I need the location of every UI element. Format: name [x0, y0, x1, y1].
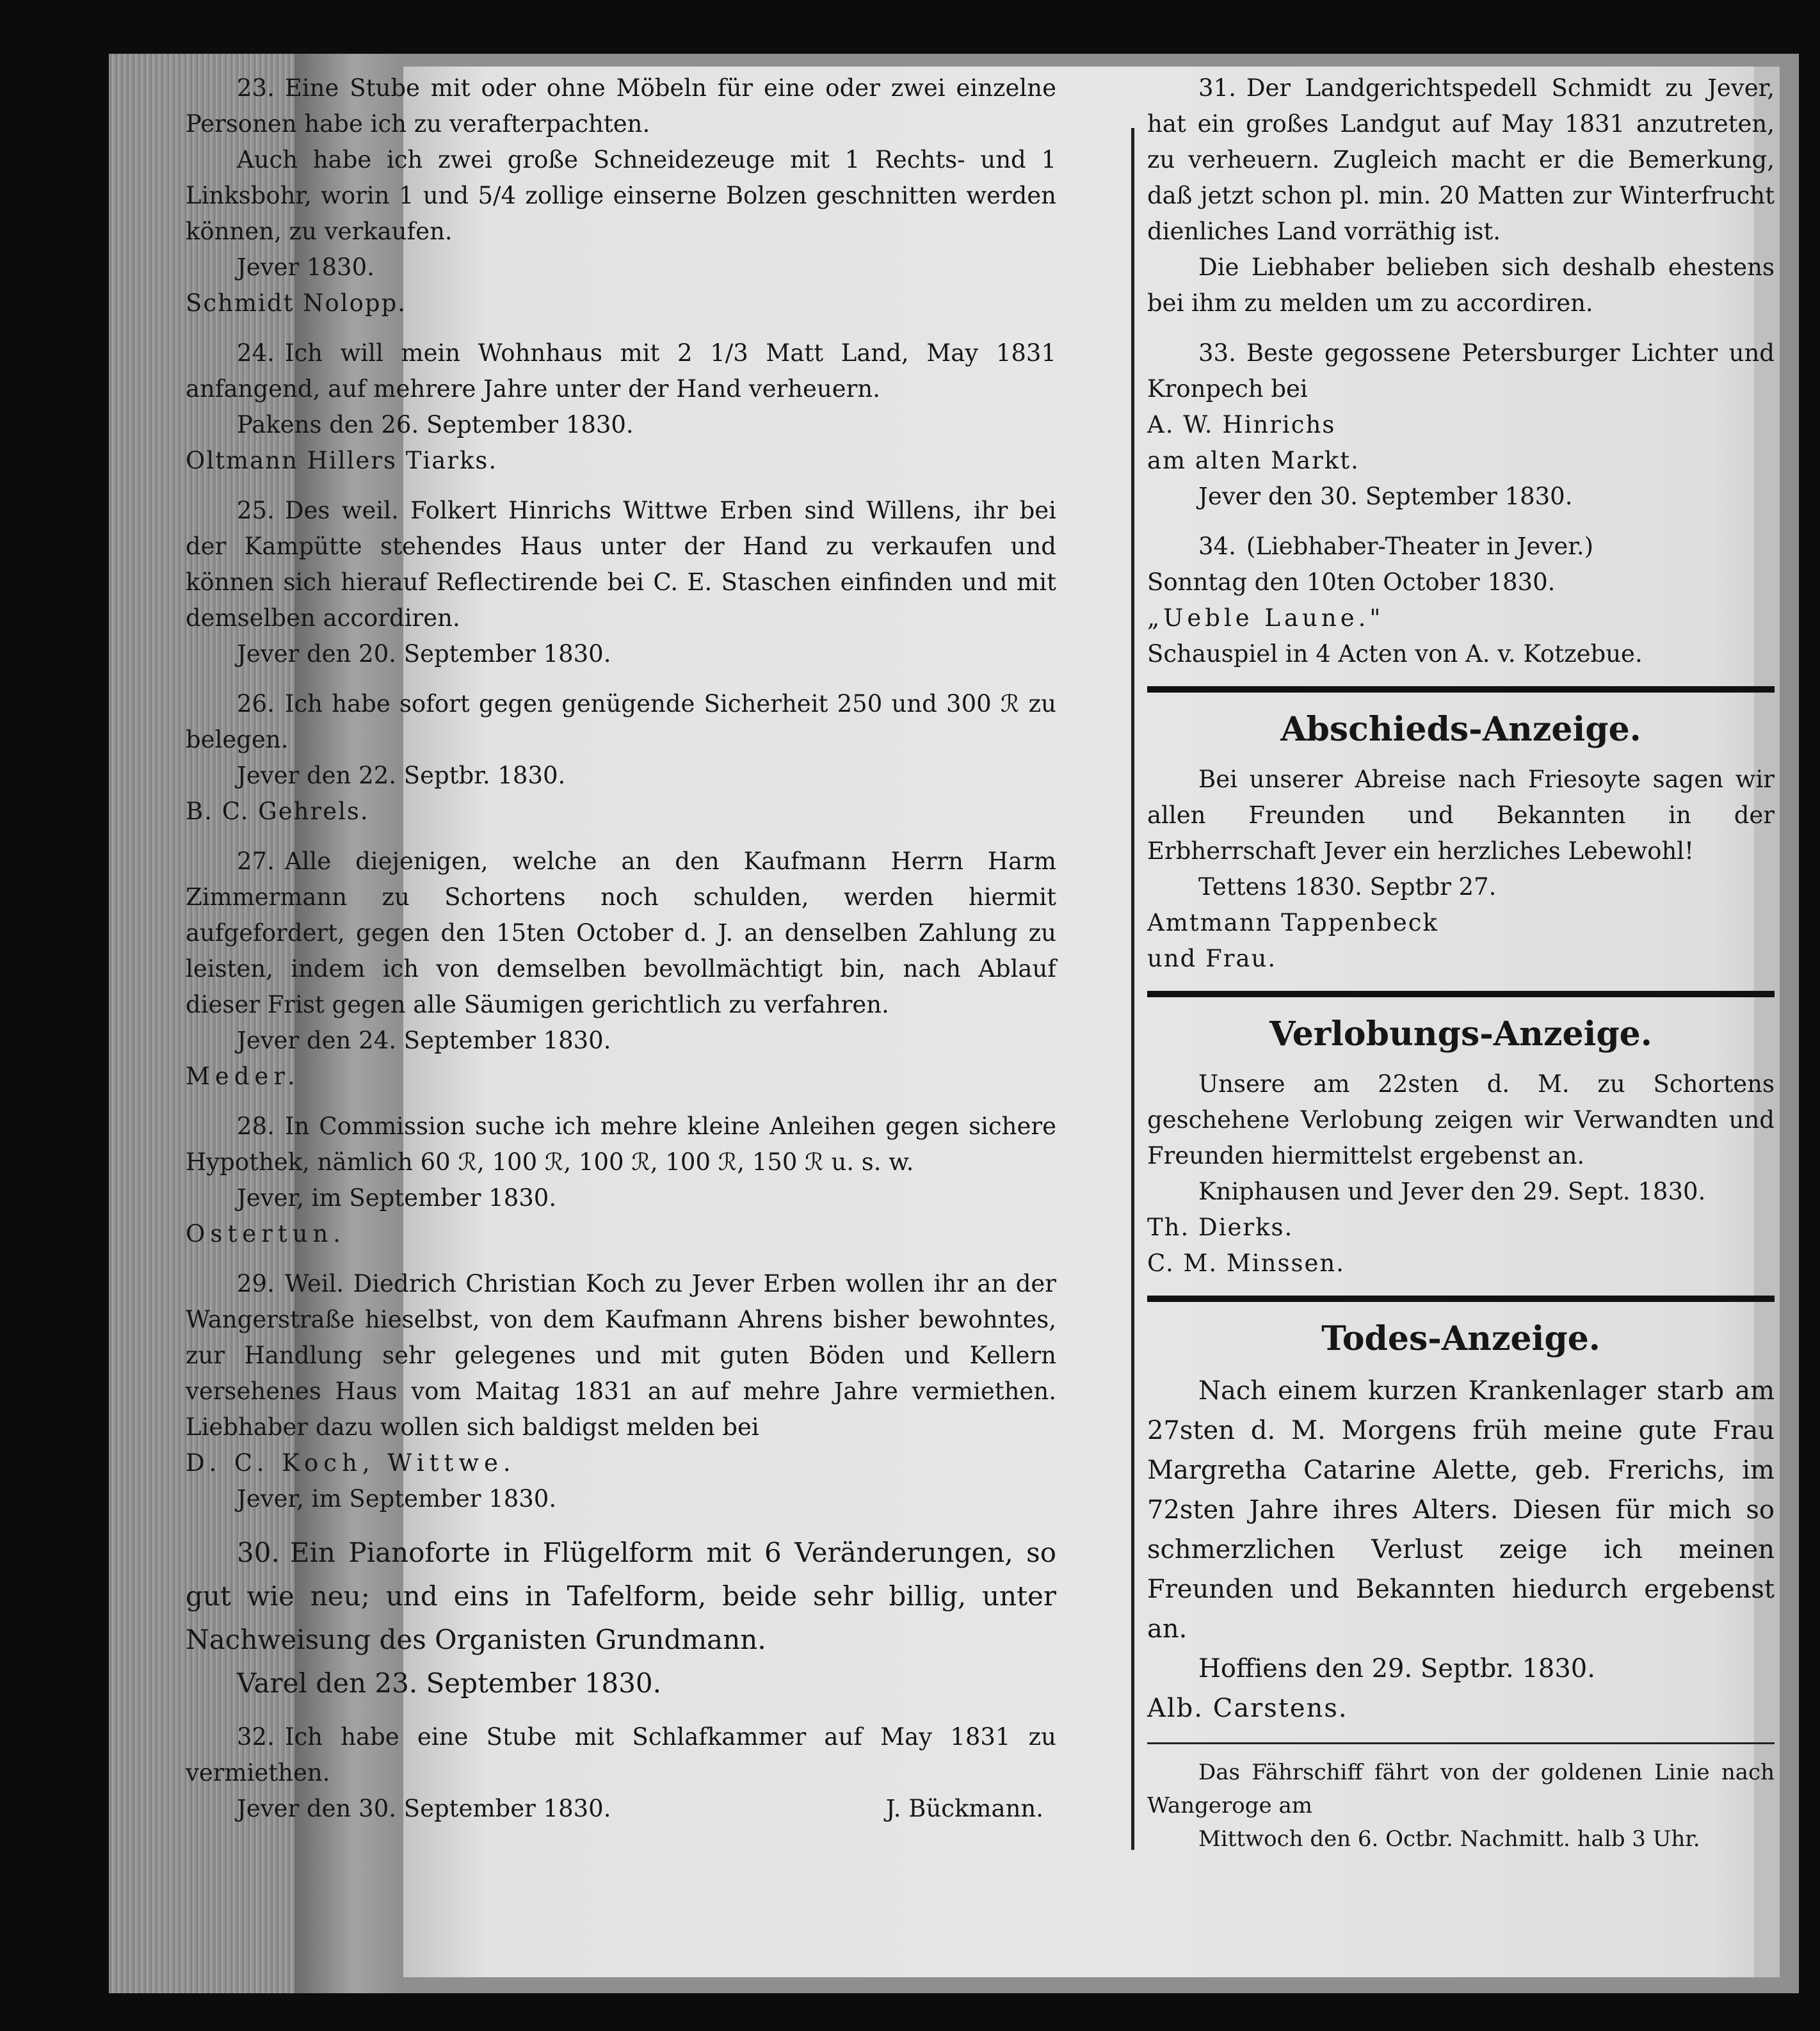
notice-number: 25.: [237, 497, 275, 524]
notice-text: Die Liebhaber belieben sich deshalb ehestens bei ihm zu melden um zu accordiren.: [1147, 253, 1775, 317]
notice-place-date: Jever, im September 1830.: [237, 1184, 557, 1212]
farewell-signature: Amtmann Tappenbeck: [1147, 909, 1438, 936]
notice-signature: Schmidt Nolopp.: [186, 289, 407, 317]
notice-27: [186, 844, 1056, 1095]
farewell-notice: [1147, 704, 1775, 977]
notice-place-date: Jever den 22. Septbr. 1830.: [237, 762, 566, 789]
notice-signature: J. Bückmann.: [885, 1795, 1043, 1822]
notice-signature: Oltmann Hillers Tiarks.: [186, 447, 498, 474]
notice-number: 30.: [237, 1537, 280, 1568]
notice-text: Ich will mein Wohnhaus mit 2 1/3 Matt Land, May 1831 anfangend, auf mehrere Jahre unter der Hand verheuern.: [186, 339, 1056, 403]
ferry-text: Das Fährschiff fährt von der goldenen Linie nach Wangeroge am: [1147, 1760, 1775, 1818]
notice-number: 29.: [237, 1270, 275, 1297]
engagement-signature: Th. Dierks.: [1147, 1214, 1294, 1241]
death-signature: Alb. Carstens.: [1147, 1694, 1348, 1723]
notice-33: [1147, 335, 1775, 515]
notice-number: 31.: [1198, 74, 1236, 102]
notice-place-date: Jever 1830.: [237, 253, 374, 281]
ferry-notice: [1147, 1756, 1775, 1856]
notice-number: 23.: [237, 74, 275, 102]
notice-number: 27.: [237, 847, 275, 875]
notice-place-date: Pakens den 26. September 1830.: [237, 411, 634, 438]
notice-32: [186, 1719, 1056, 1827]
death-text: Nach einem kurzen Krankenlager starb am 27sten d. M. Morgens früh meine gute Frau Margretha Catarine Alette, geb. Frerichs, im 72sten Jahre ihres Alters. Diesen für mich so schmerzlichen Verlust zeige ich meinen Freunden und Bekannten hiedurch ergebenst an.: [1147, 1376, 1775, 1644]
notice-23: [186, 70, 1056, 321]
right-column: [1147, 70, 1775, 1870]
notice-place-date: Jever den 30. September 1830.: [1198, 483, 1573, 510]
left-column: [186, 70, 1056, 1841]
notice-number: 33.: [1198, 339, 1236, 367]
notice-place-date: Jever den 20. September 1830.: [237, 640, 611, 668]
notice-place-date: Jever, im September 1830.: [237, 1485, 557, 1513]
notice-number: 26.: [237, 690, 275, 718]
farewell-place-date: Tettens 1830. Septbr 27.: [1198, 873, 1497, 901]
engagement-place-date: Kniphausen und Jever den 29. Sept. 1830.: [1198, 1178, 1706, 1205]
notice-signature-address: am alten Markt.: [1147, 447, 1360, 474]
engagement-signature: C. M. Minssen.: [1147, 1249, 1345, 1277]
ferry-schedule: Mittwoch den 6. Octbr. Nachmitt. halb 3 Uhr.: [1198, 1826, 1700, 1852]
notice-text: Der Landgerichtspedell Schmidt zu Jever, hat ein großes Landgut auf May 1831 anzutreten, zu verheuern. Zugleich macht er die Bemerkung, daß jetzt schon pl. min. 20 Matten zur Winterfrucht dienliches Land vorräthig ist.: [1147, 74, 1775, 245]
death-notice: [1147, 1313, 1775, 1728]
notice-30: [186, 1531, 1056, 1705]
notice-number: 24.: [237, 339, 275, 367]
notice-number: 34.: [1198, 533, 1236, 560]
farewell-text: Bei unserer Abreise nach Friesoyte sagen wir allen Freunden und Bekannten in der Erbherrschaft Jever ein herzliches Lebewohl!: [1147, 766, 1775, 865]
notice-signature: A. W. Hinrichs: [1147, 411, 1336, 438]
notice-26: [186, 686, 1056, 830]
section-rule: [1147, 1296, 1775, 1302]
farewell-signature: und Frau.: [1147, 945, 1277, 972]
notice-date: Sonntag den 10ten October 1830.: [1147, 568, 1556, 596]
notice-signature: Ostertun.: [186, 1220, 346, 1248]
section-rule: [1147, 991, 1775, 997]
notice-text: Auch habe ich zwei große Schneidezeuge mit 1 Rechts- und 1 Linksbohr, worin 1 und 5/4 zollige einserne Bolzen geschnitten werden können, zu verkaufen.: [186, 146, 1056, 245]
engagement-heading: Verlobungs-Anzeige.: [1269, 1015, 1652, 1054]
notice-text: Alle diejenigen, welche an den Kaufmann Herrn Harm Zimmermann zu Schortens noch schulden, werden hiermit aufgefordert, gegen den 15ten October d. J. an denselben Zahlung zu leisten, indem ich von demselben bevollmächtigt bin, nach Ablauf dieser Frist gegen alle Säumigen gerichtlich zu verfahren.: [186, 847, 1056, 1018]
notice-text: Ein Pianoforte in Flügelform mit 6 Veränderungen, so gut wie neu; und eins in Tafelform, beide sehr billig, unter Nachweisung des Organisten Grundmann.: [186, 1537, 1056, 1655]
section-rule: [1147, 686, 1775, 693]
engagement-notice: [1147, 1009, 1775, 1281]
farewell-heading: Abschieds-Anzeige.: [1280, 710, 1641, 749]
notice-place-date: Jever den 24. September 1830.: [237, 1027, 611, 1054]
death-place-date: Hoffiens den 29. Septbr. 1830.: [1198, 1654, 1595, 1683]
notice-text: Beste gegossene Petersburger Lichter und Kronpech bei: [1147, 339, 1775, 403]
notice-text: Ich habe eine Stube mit Schlafkammer auf May 1831 zu vermiethen.: [186, 1723, 1056, 1786]
notice-text: Ich habe sofort gegen genügende Sicherheit 250 und 300 ℛ zu belegen.: [186, 690, 1056, 753]
notice-text: Des weil. Folkert Hinrichs Wittwe Erben sind Willens, ihr bei der Kampütte stehendes Haus unter der Hand zu verkaufen und können sich hierauf Reflectirende bei C. E. Staschen einfinden und mit demselben accordiren.: [186, 497, 1056, 632]
section-rule: [1147, 1742, 1775, 1744]
notice-24: [186, 335, 1056, 479]
notice-place-date: Jever den 30. September 1830.: [237, 1795, 611, 1822]
column-divider: [1131, 128, 1134, 1850]
death-heading: Todes-Anzeige.: [1321, 1319, 1600, 1358]
notice-number: 28.: [237, 1112, 275, 1140]
notice-number: 32.: [237, 1723, 275, 1751]
notice-text: In Commission suche ich mehre kleine Anleihen gegen sichere Hypothek, nämlich 60 ℛ, 100 ℛ, 100 ℛ, 100 ℛ, 150 ℛ u. s. w.: [186, 1112, 1056, 1176]
engagement-text: Unsere am 22sten d. M. zu Schortens geschehene Verlobung zeigen wir Verwandten und Freunden hiermittelst ergebenst an.: [1147, 1070, 1775, 1169]
notice-signature: B. C. Gehrels.: [186, 798, 369, 825]
notice-34: [1147, 529, 1775, 672]
notice-28: [186, 1109, 1056, 1252]
notice-31: [1147, 70, 1775, 321]
play-title: „Ueble Laune.": [1147, 604, 1385, 632]
notice-signature: Meder.: [186, 1063, 300, 1090]
notice-25: [186, 493, 1056, 672]
notice-text: Weil. Diedrich Christian Koch zu Jever Erben wollen ihr an der Wangerstraße hieselbst, von dem Kaufmann Ahrens bisher bewohntes, zur Handlung sehr gelegenes und mit guten Böden und Kellern versehenes Haus vom Maitag 1831 an auf mehre Jahre vermiethen. Liebhaber dazu wollen sich baldigst melden bei: [186, 1270, 1056, 1441]
notice-29: [186, 1266, 1056, 1517]
notice-text: Eine Stube mit oder ohne Möbeln für eine oder zwei einzelne Personen habe ich zu verafterpachten.: [186, 74, 1056, 138]
notice-text: (Liebhaber-Theater in Jever.): [1246, 533, 1594, 560]
notice-signature: D. C. Koch, Wittwe.: [186, 1449, 516, 1477]
notice-place-date: Varel den 23. September 1830.: [237, 1667, 661, 1699]
play-subtitle: Schauspiel in 4 Acten von A. v. Kotzebue.: [1147, 640, 1643, 668]
